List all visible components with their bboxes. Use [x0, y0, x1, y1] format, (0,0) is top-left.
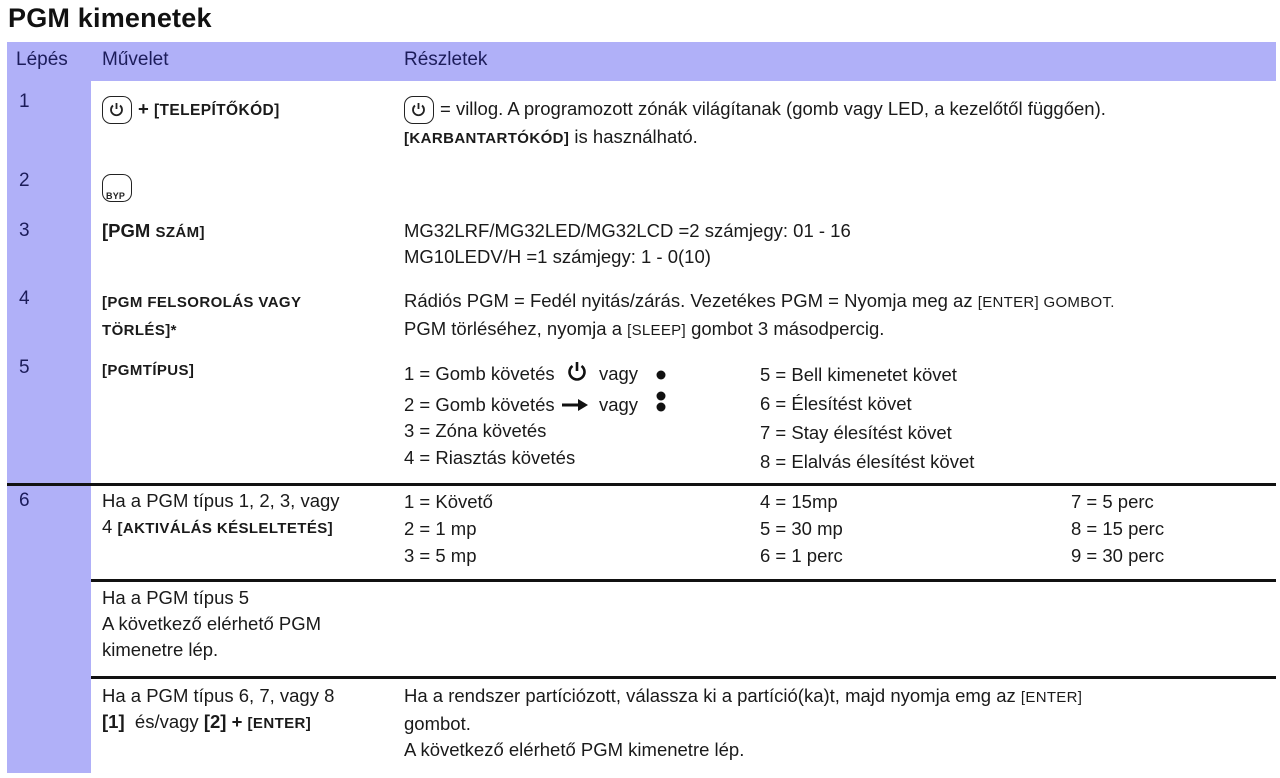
byp-key-icon: BYP	[102, 174, 132, 202]
table-row-2-action	[102, 174, 138, 202]
power-key-icon	[102, 96, 132, 124]
step-number: 6	[19, 490, 30, 511]
pgm-type-options-right	[760, 360, 974, 476]
step-number: 3	[19, 220, 30, 241]
pgm-type-option: 3 = Zóna követés	[404, 420, 547, 441]
delay-option: 5 = 30 mp	[760, 518, 843, 539]
pgm-type-option: 4 = Riasztás követés	[404, 447, 576, 468]
pgm-type-option: 2 = Gomb követés vagy	[404, 390, 673, 422]
table-row-4-details: Rádiós PGM = Fedél nyitás/zárás. Vezetékes PGM = Nyomja meg az [ENTER] GOMBOT. PGM törléséhez, nyomja a [SLEEP] gombot 3 másodpercig.	[404, 290, 1115, 339]
delay-option: 7 = 5 perc	[1071, 491, 1154, 512]
header-details: Részletek	[404, 49, 488, 70]
delay-option: 9 = 30 perc	[1071, 545, 1165, 566]
pgm-type-option: 7 = Stay élesítést követ	[760, 422, 952, 443]
pgm-type-options-left-rest	[404, 417, 575, 471]
power-key-icon	[404, 96, 434, 124]
row-divider	[7, 483, 1276, 486]
delay-option: 8 = 15 perc	[1071, 518, 1165, 539]
delay-option: 3 = 5 mp	[404, 545, 477, 566]
table-row-6c-details: Ha a rendszer partíciózott, válassza ki a partíció(ka)t, majd nyomja emg az [ENTER] gombot. A következő elérhető PGM kimenetre lép.	[404, 685, 1083, 760]
table-header	[7, 42, 1276, 81]
header-action: Művelet	[102, 49, 169, 70]
table-row-1-details: = villog. A programozott zónák világítanak (gomb vagy LED, a kezelőtől függően). [KARBANTARTÓKÓD] is használható.	[404, 98, 1106, 148]
table-row-6b-action: Ha a PGM típus 5 A következő elérhető PGM kimenetre lép.	[102, 587, 322, 660]
table-row-6c-action: Ha a PGM típus 6, 7, vagy 8 [1] és/vagy [2] + [ENTER]	[102, 685, 335, 732]
power-icon	[566, 360, 588, 390]
step-number: 1	[19, 91, 30, 112]
pgm-type-options-left	[404, 360, 673, 422]
step-number: 5	[19, 357, 30, 378]
table-row-5-action: [PGMTÍPUS]	[102, 362, 195, 379]
pgm-type-option: 8 = Elalvás élesítést követ	[760, 451, 975, 472]
maintenance-code: [KARBANTARTÓKÓD]	[404, 130, 570, 148]
pgm-type-option: 6 = Élesítést követ	[760, 393, 912, 414]
table-row-6a-action: Ha a PGM típus 1, 2, 3, vagy 4 [AKTIVÁLÁS KÉSLELTETÉS]	[102, 490, 340, 537]
double-dot-icon	[655, 390, 667, 422]
pgm-table	[7, 42, 1276, 773]
delay-option: 6 = 1 perc	[760, 545, 843, 566]
page-title: PGM kimenetek	[8, 3, 212, 33]
delay-options-col-2	[760, 488, 843, 569]
delay-option: 1 = Követő	[404, 491, 493, 512]
table-row-3-action: [PGM SZÁM]	[102, 220, 205, 241]
delay-options-col-1	[404, 488, 493, 569]
single-dot-icon	[655, 361, 667, 389]
installer-code: [TELEPÍTŐKÓD]	[153, 102, 280, 119]
step-number: 4	[19, 288, 30, 309]
pgm-type-option: 1 = Gomb követés vagy	[404, 360, 673, 390]
header-step: Lépés	[16, 49, 68, 70]
pgm-type-option: 5 = Bell kimenetet követ	[760, 364, 957, 385]
delay-option: 2 = 1 mp	[404, 518, 477, 539]
delay-option: 4 = 15mp	[760, 491, 838, 512]
subrow-divider	[91, 579, 1276, 582]
step-number: 2	[19, 170, 30, 191]
arrow-right-icon	[562, 392, 588, 420]
table-row-4-action: [PGM FELSOROLÁS VAGY TÖRLÉS]*	[102, 294, 302, 339]
subrow-divider	[91, 676, 1276, 679]
table-row-3-details: MG32LRF/MG32LED/MG32LCD =2 számjegy: 01 - 16 MG10LEDV/H =1 számjegy: 1 - 0(10)	[404, 220, 851, 267]
delay-options-col-3	[1071, 488, 1164, 569]
table-row-1-action: + [TELEPÍTŐKÓD]	[102, 96, 280, 124]
